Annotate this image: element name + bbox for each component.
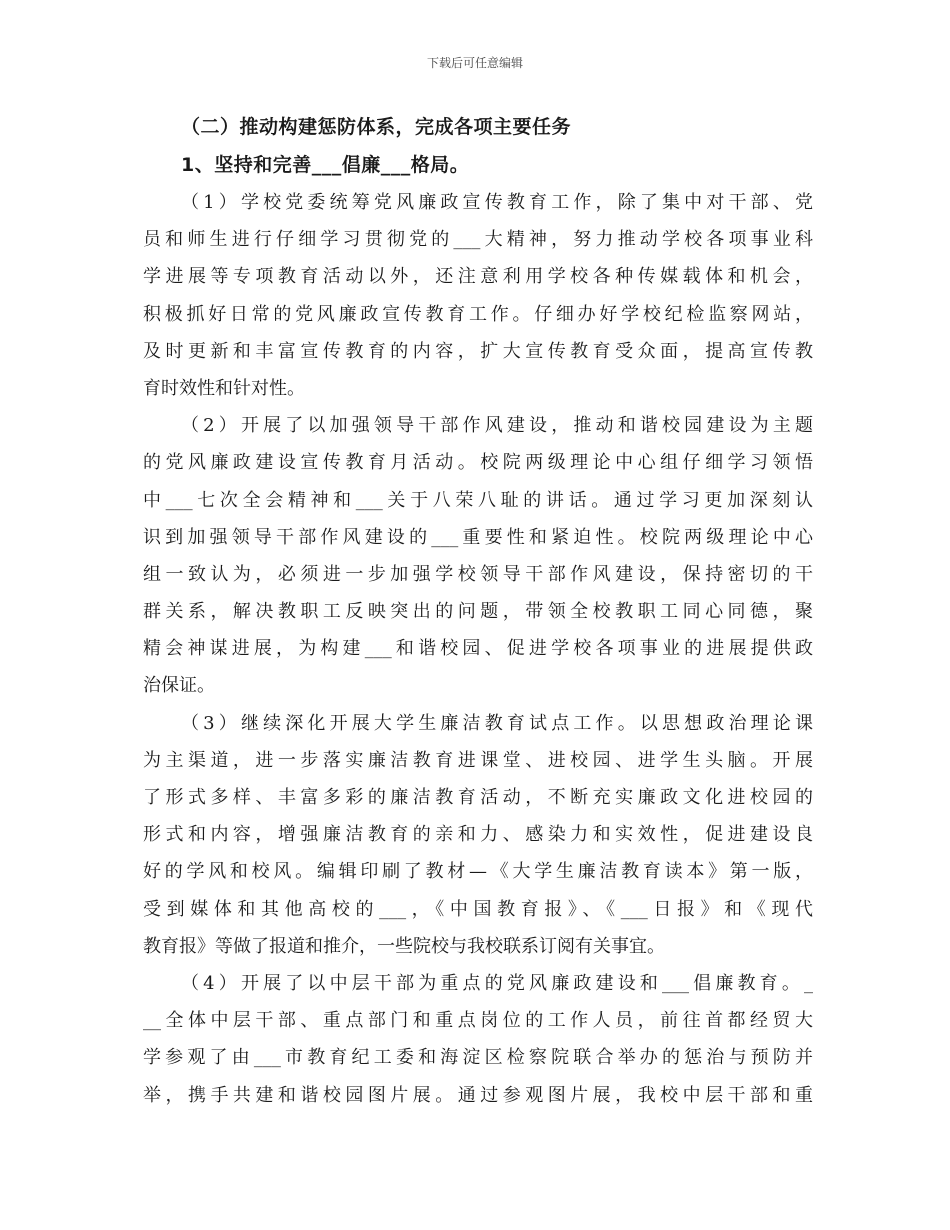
paragraph-line: （3）继续深化开展大学生廉洁教育试点工作。以思想政治理论课: [181, 712, 813, 734]
paragraph-line: （4）开展了以中层干部为重点的党风廉政建设和___倡廉教育。_: [181, 972, 813, 994]
paragraph-line: （1）学校党委统筹党风廉政宣传教育工作，除了集中对干部、党: [181, 192, 813, 213]
paragraph-line: 好的学风和校风。编辑印刷了教材—《大学生廉洁教育读本》第一版，: [143, 861, 813, 883]
paragraph-2: [143, 407, 813, 705]
paragraph-line: 群关系，解决教职工反映突出的问题，带领全校教职工同心同德，聚: [143, 601, 813, 623]
subsection-heading: 1、坚持和完善___倡廉___格局。: [181, 154, 470, 176]
section-heading: （二）推动构建惩防体系，完成各项主要任务: [181, 116, 572, 138]
paragraph-4: [143, 965, 813, 1114]
paragraph-line: 积极抓好日常的党风廉政宣传教育工作。仔细办好学校纪检监察网站，: [143, 303, 813, 325]
paragraph-line: 教育报》等做了报道和推介，一些院校与我校联系订阅有关事宜。: [143, 935, 665, 957]
paragraph-line: 形式和内容，增强廉洁教育的亲和力、感染力和实效性，促进建设良: [143, 824, 813, 846]
paragraph-line: 组一致认为，必须进一步加强学校领导干部作风建设，保持密切的干: [143, 563, 813, 585]
paragraph-line: 为主渠道，进一步落实廉洁教育进课堂、进校园、进学生头脑。开展: [143, 749, 813, 771]
paragraph-line: 学参观了由___市教育纪工委和海淀区检察院联合举办的惩治与预防并: [143, 1047, 813, 1069]
paragraph-line: 了形式多样、丰富多彩的廉洁教育活动，不断充实廉政文化进校园的: [143, 787, 813, 808]
paragraph-line: 及时更新和丰富宣传教育的内容，扩大宣传教育受众面，提高宣传教: [143, 340, 813, 362]
page-header-note: 下载后可任意编辑: [426, 56, 523, 70]
document-body: [143, 108, 813, 1114]
paragraph-line: 精会神谋进展，为构建___和谐校园、促进学校各项事业的进展提供政: [143, 638, 813, 660]
paragraph-line: 受到媒体和其他高校的___，《中国教育报》、《___日报》和《现代: [143, 898, 813, 920]
paragraph-line: 举，携手共建和谐校园图片展。通过参观图片展，我校中层干部和重: [143, 1084, 813, 1106]
paragraph-line: 治保证。: [143, 675, 215, 697]
paragraph-1: [143, 184, 813, 407]
paragraph-line: 育时效性和针对性。: [143, 377, 305, 399]
paragraph-line: 的党风廉政建设宣传教育月活动。校院两级理论中心组仔细学习领悟: [143, 452, 813, 474]
paragraph-line: 员和师生进行仔细学习贯彻党的___大精神，努力推动学校各项事业科: [143, 229, 813, 251]
paragraph-line: __全体中层干部、重点部门和重点岗位的工作人员，前往首都经贸大: [143, 1010, 813, 1032]
paragraph-3: [143, 705, 813, 965]
paragraph-line: 识到加强领导干部作风建设的___重要性和紧迫性。校院两级理论中心: [143, 526, 813, 548]
paragraph-line: 学进展等专项教育活动以外，还注意利用学校各种传媒载体和机会，: [143, 266, 813, 288]
paragraph-line: 中___七次全会精神和___关于八荣八耻的讲话。通过学习更加深刻认: [143, 489, 813, 511]
paragraph-line: （2）开展了以加强领导干部作风建设，推动和谐校园建设为主题: [181, 415, 813, 437]
